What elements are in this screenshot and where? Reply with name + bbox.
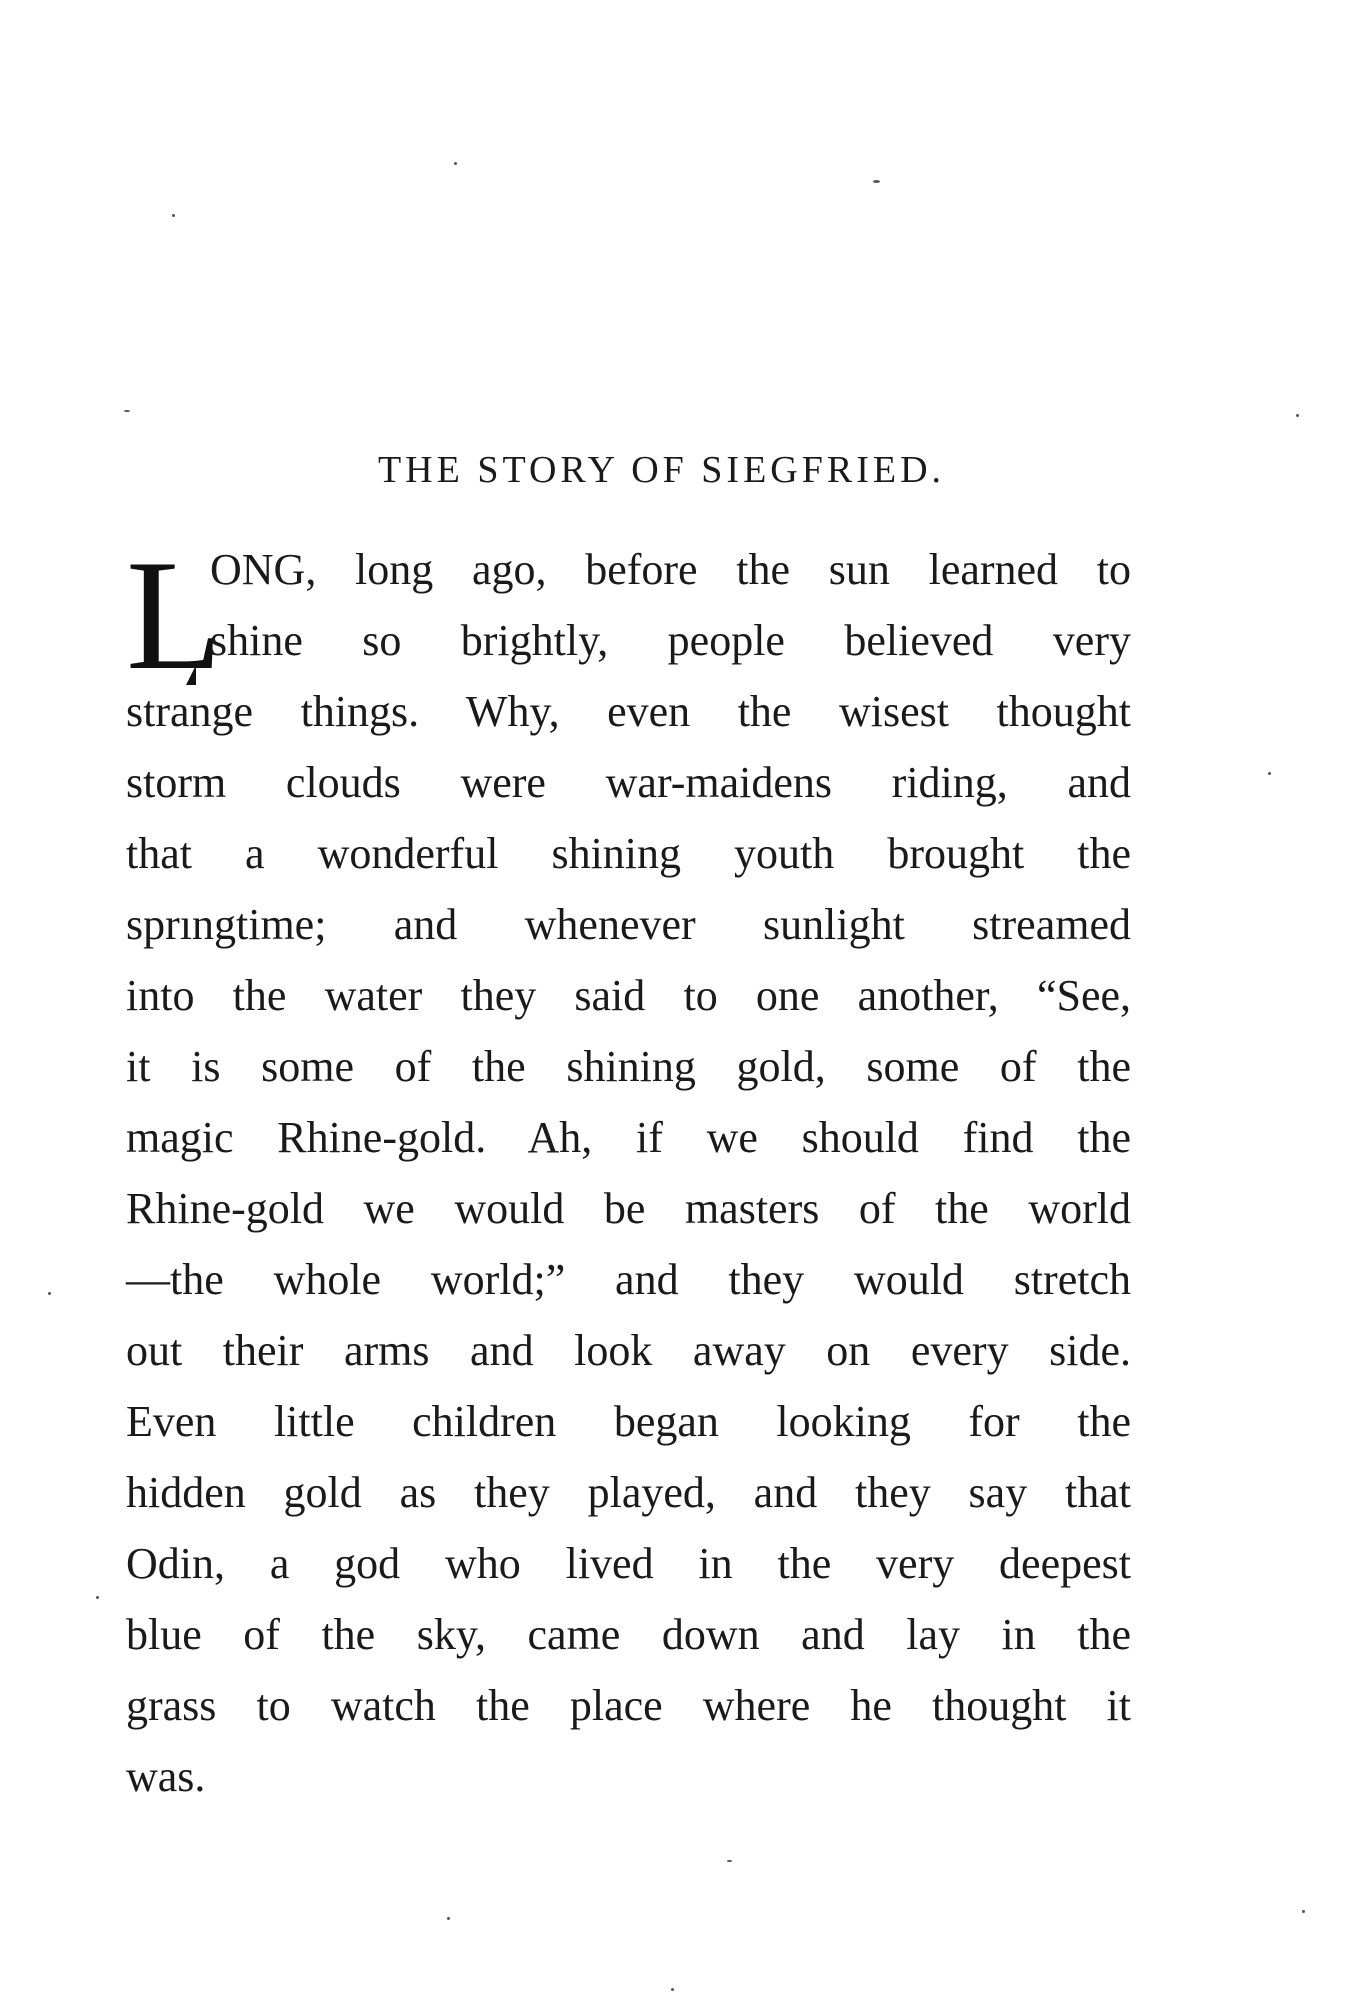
text-line: was.	[126, 1752, 206, 1801]
scan-speck	[454, 162, 457, 165]
text-line: into the water they said to one another, “See,	[126, 971, 1131, 1020]
scan-speck	[1268, 772, 1271, 775]
text-line: magic Rhine-gold. Ah, if we should find the	[126, 1113, 1131, 1162]
text-line: it is some of the shining gold, some of the	[126, 1042, 1131, 1091]
drop-cap-letter: L	[126, 528, 223, 703]
text-line: grass to watch the place where he thought it	[126, 1681, 1131, 1730]
scan-speck	[124, 410, 130, 412]
text-line: Even little children began looking for the	[126, 1397, 1131, 1446]
text-line: out their arms and look away on every side.	[126, 1326, 1131, 1375]
scan-speck	[727, 1860, 732, 1862]
text-line: ONG, long ago, before the sun learned to	[210, 545, 1131, 594]
scan-speck	[48, 1292, 51, 1295]
text-line: hidden gold as they played, and they say that	[126, 1468, 1131, 1517]
text-line: strange things. Why, even the wisest thought	[126, 687, 1131, 736]
text-line: sprıngtime; and whenever sunlight streamed	[126, 900, 1131, 949]
text-line: that a wonderful shining youth brought the	[126, 829, 1131, 878]
scan-speck	[1302, 1910, 1305, 1913]
scan-speck	[873, 180, 880, 183]
scan-speck	[172, 214, 175, 217]
text-line: Rhine-gold we would be masters of the world	[126, 1184, 1131, 1233]
text-line: shine so brightly, people believed very	[210, 616, 1131, 665]
scan-speck	[447, 1917, 450, 1920]
chapter-title-text: THE STORY OF SIEGFRIED.	[377, 449, 946, 491]
scan-speck	[96, 1596, 99, 1599]
text-line: storm clouds were war-maidens riding, and	[126, 758, 1131, 807]
scan-speck	[1296, 414, 1299, 417]
text-line: blue of the sky, came down and lay in the	[126, 1610, 1131, 1659]
chapter-title	[0, 448, 1363, 492]
text-line: Odin, a god who lived in the very deepest	[126, 1539, 1131, 1588]
scan-speck	[671, 1988, 674, 1991]
text-line: —the whole world;” and they would stretch	[126, 1255, 1131, 1304]
